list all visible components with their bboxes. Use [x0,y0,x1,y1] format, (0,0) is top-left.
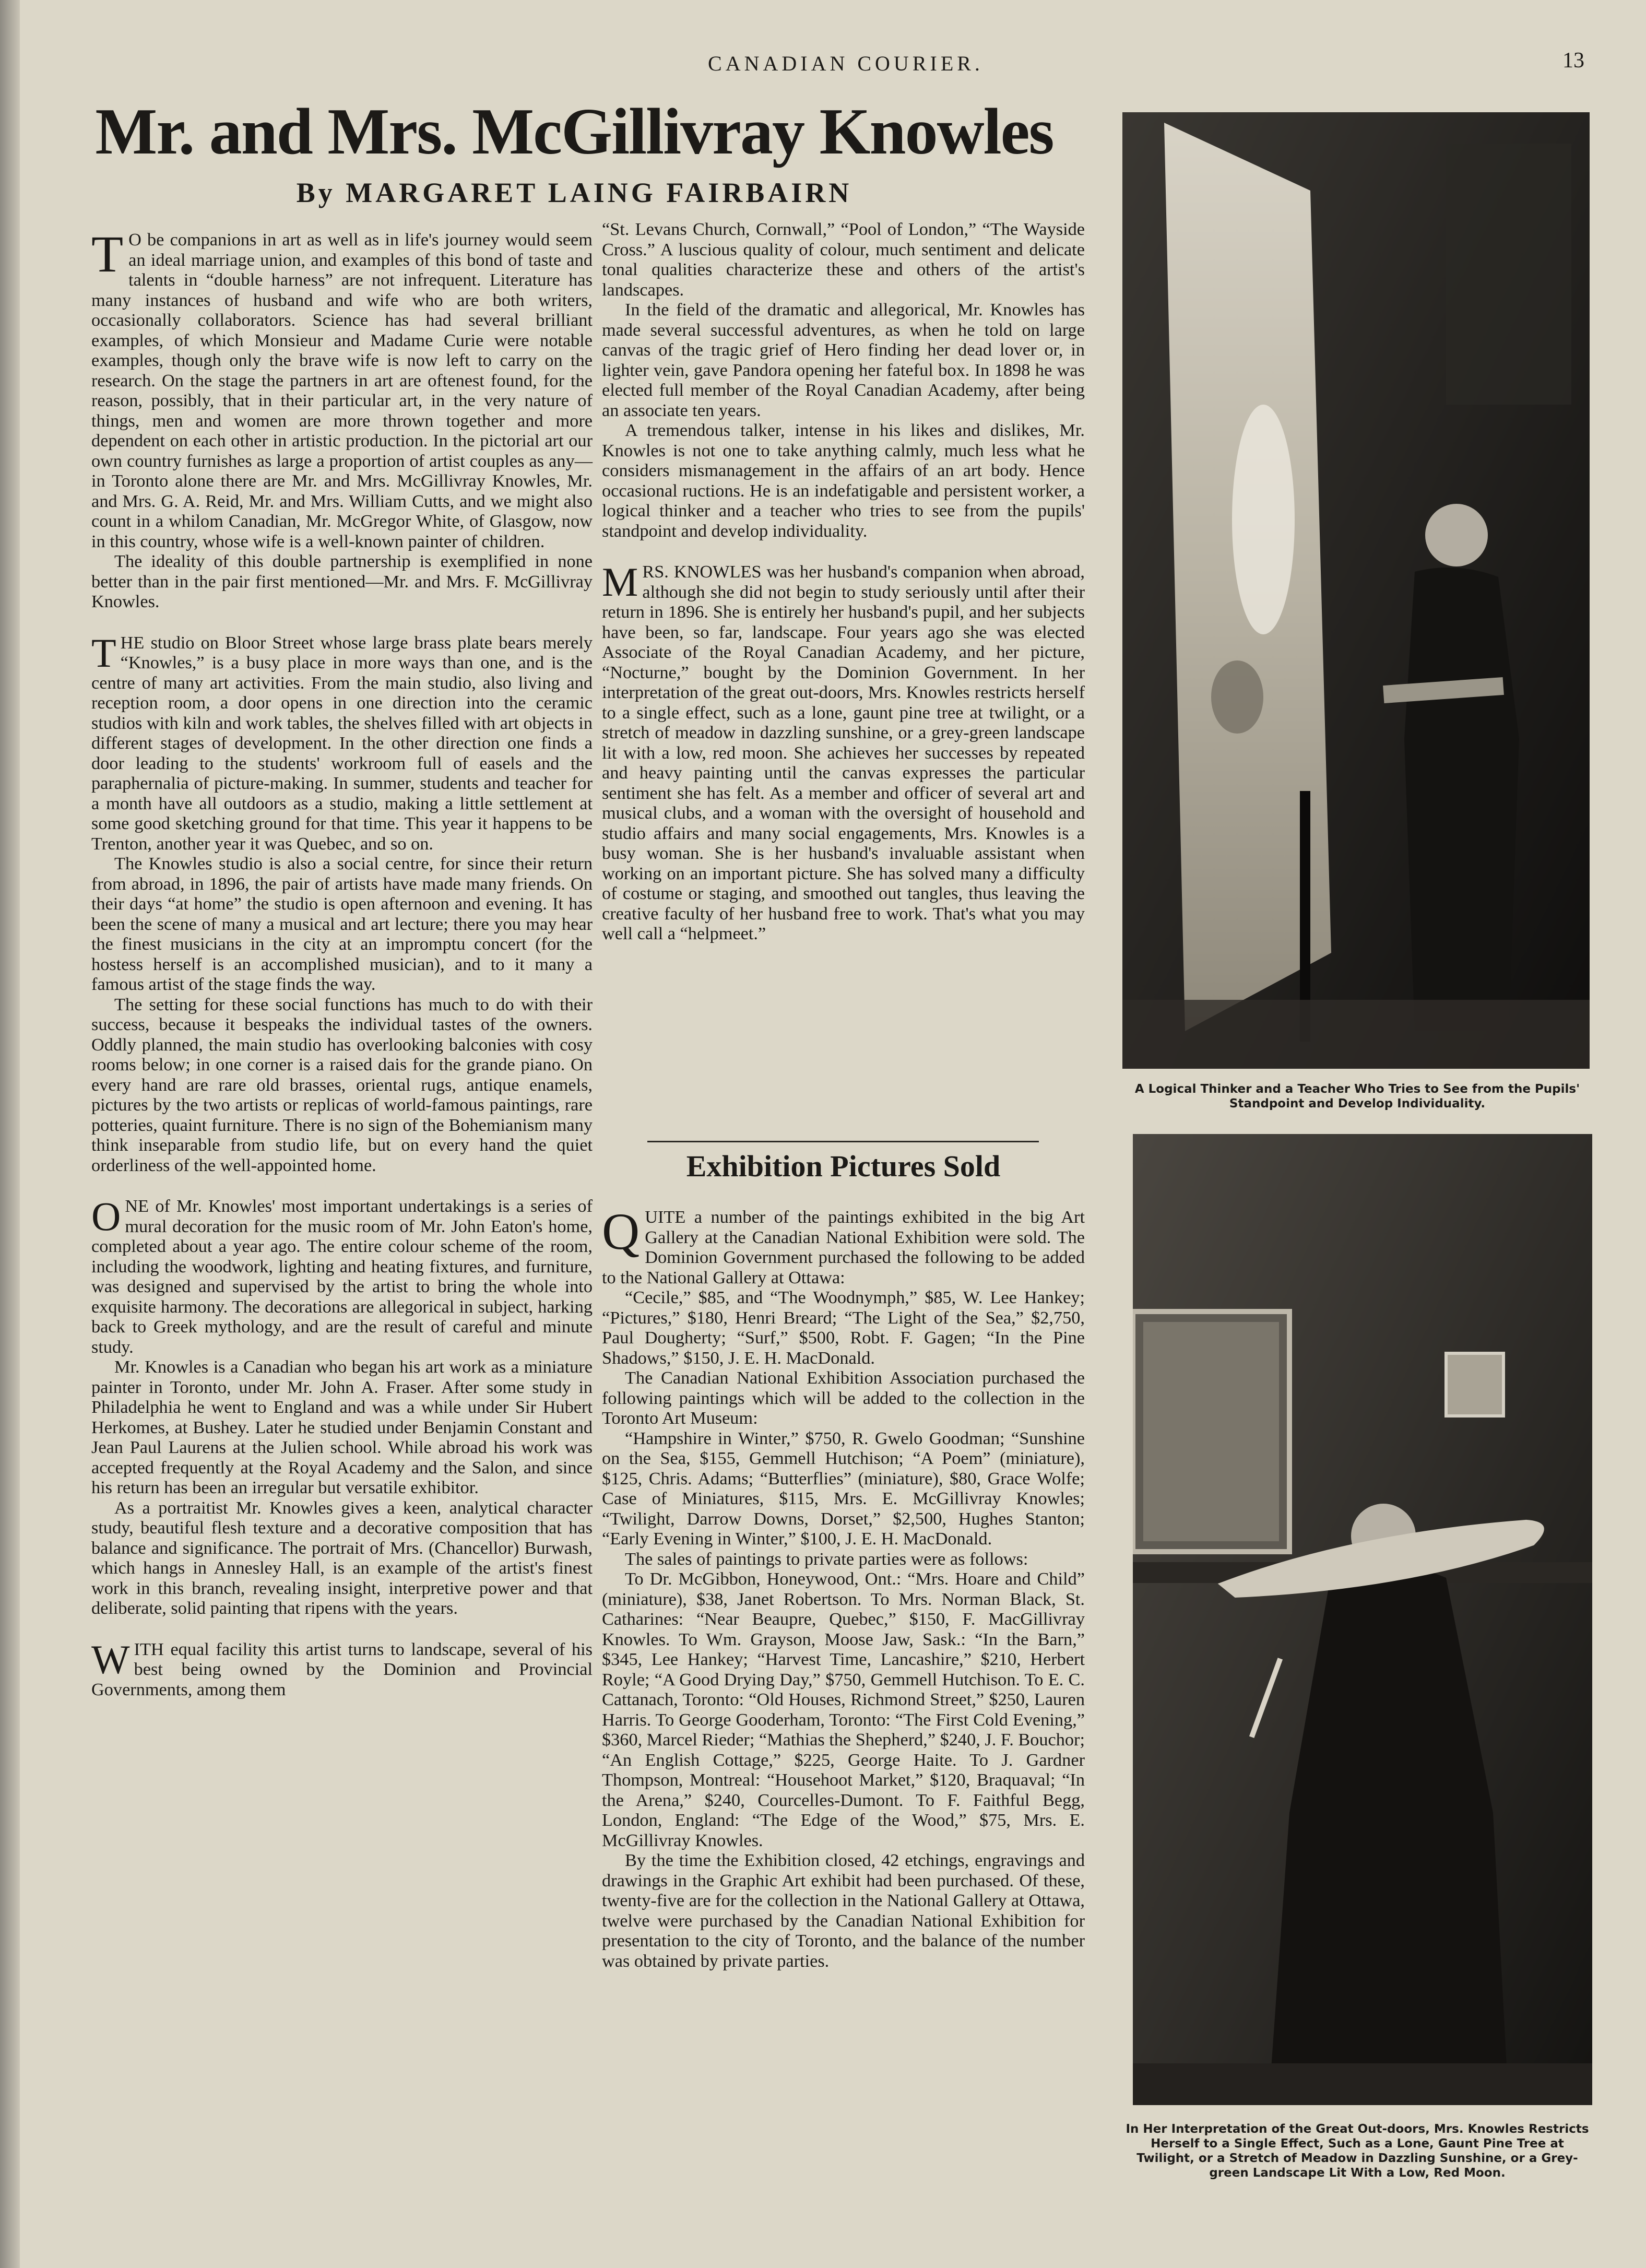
paragraph-text: NE of Mr. Knowles' most important undertakings is a series of mural decoration for the music room of Mr. John Eaton's home, completed about a year ago. The entire colour scheme of the room, including the woodwork, lighting and heating fixtures, and furniture, was designed and supervised by the artist to bring the whole into exquisite harmony. The decorations are allegorical in subject, harking back to Greek mythology, and are the result of careful and minute study. [91,1196,593,1357]
drop-cap: W [91,1636,130,1682]
paragraph [91,995,593,1176]
paragraph [91,1636,593,1700]
paragraph-text: A tremendous talker, intense in his likes and dislikes, Mr. Knowles is not one to take anything calmly, much less what he considers mismanagement in the affairs of an art body. Hence occasional ructions. He is an indefatigable and persistent worker, a logical thinker and a teacher who tries to see from the pupils' standpoint and develop individuality. [602,420,1085,541]
paragraph-text: As a portraitist Mr. Knowles gives a keen, analytical character study, beautiful flesh texture and a decorative composition that has balance and significance. The portrait of Mrs. (Chancellor) Burwash, which hangs in Annesley Hall, is an example of the artist's finest work in this branch, revealing insight, interpretive power and that deliberate, solid painting that ripens with the years. [91,1497,593,1618]
photo-mrs-knowles [1133,1134,1592,2105]
paragraph-text: The Canadian National Exhibition Association purchased the following paintings which will be added to the collection in the Toronto Art Museum: [602,1368,1085,1428]
paragraph-text: HE studio on Bloor Street whose large brass plate bears merely “Knowles,” is a busy place in more ways than one, and is the centre of many art activities. From the main studio, also living and reception room, a door opens in one direction into the ceramic studios with kiln and work tables, the shelves filled with art objects in different stages of development. In the other direction one finds a door leading to the students' workroom full of easels and the paraphernalia of picture-making. In summer, students and teacher for a month have all outdoors as a studio, making a little settlement at some good sketching ground for that time. This year it happens to be Trenton, another year it was Quebec, and so on. [91,632,593,854]
article-column-2 [602,219,1085,944]
paragraph [91,551,593,612]
running-header: CANADIAN COURIER. [708,52,984,75]
paragraph [602,1569,1085,1850]
paragraph-text: The sales of paintings to private parties were as follows: [625,1549,1028,1569]
paragraph [602,219,1085,300]
paragraph [602,1368,1085,1428]
paragraph-text: ITH equal facility this artist turns to landscape, several of his best being owned by the Dominion and Provincial Governments, among them [91,1639,593,1699]
page-gutter [0,0,20,2268]
paragraph-text: UITE a number of the paintings exhibited in the big Art Gallery at the Canadian National Exhibition were sold. The Dominion Government purchased the following to be added to the National Gallery at Ottawa: [602,1207,1085,1287]
paragraph [602,559,1085,944]
photo-mr-knowles [1122,112,1590,1069]
paragraph-text: RS. KNOWLES was her husband's companion when abroad, although she did not begin to study seriously until after their return in 1896. She is entirely her husband's pupil, and her subjects have been, so far, landscape. Four years ago she was elected Associate of the Royal Canadian Academy, and her picture, “Nocturne,” bought by the Dominion Government. In her interpretation of the great out-doors, Mrs. Knowles restricts herself to a single effect, such as a lone, gaunt pine tree at twilight, or a stretch of meadow in dazzling sunshine, or a grey-green landscape lit with a low, red moon. She achieves her successes by repeated and heavy painting until the canvas expresses the particular sentiment she has felt. As a member and officer of several art and musical clubs, and a woman with the oversight of household and studio affairs and many social engagements, Mrs. Knowles is a busy woman. She is her husband's invaluable assistant when working on an important picture. She has solved many a difficulty of costume or staging, and smoothed out tangles, thus leaving the creative faculty of her husband free to work. That's what you may well call a “helpmeet.” [602,562,1085,943]
article-byline: By MARGARET LAING FAIRBAIRN [296,177,852,208]
paragraph [91,854,593,995]
paragraph-text: The ideality of this double partnership is exemplified in none better than in the pair first mentioned—Mr. and Mrs. F. McGillivray Knowles. [91,551,593,611]
article-title: Mr. and Mrs. McGillivray Knowles [95,96,1053,168]
drop-cap: O [91,1194,121,1239]
paragraph-text: O be companions in art as well as in life's journey would seem an ideal marriage union, and examples of this bond of taste and talents in “double harness” are not infrequent. Literature has many instances of husband and wife who are both writers, occasionally collaborators. Science has had several brilliant examples, of which Monsieur and Madame Curie were notable examples, though only the brave wife is now left to carry on the research. On the stage the partners in art are oftenest found, for the reason, possibly, that in their particular art, in the very nature of things, men and women are more thrown together and more dependent on each other in artistic production. In the pictorial art our own country furnishes as large a proportion of artist couples as any—in Toronto alone there are Mr. and Mrs. McGillivray Knowles, Mr. and Mrs. G. A. Reid, Mr. and Mrs. William Cutts, and we might also count in a whilom Canadian, Mr. McGregor White, of Glasgow, now in this country, whose wife is a well-known painter of children. [91,230,593,551]
paragraph-text: In the field of the dramatic and allegorical, Mr. Knowles has made several successful adventures, as when he told on large canvas of the tragic grief of Hero finding her dead lover or, in lighter vein, gave Pandora opening her fateful box. In 1898 he was elected full member of the Royal Canadian Academy, after being an associate ten years. [602,300,1085,420]
drop-cap: T [91,225,124,283]
paragraph-text: “Hampshire in Winter,” $750, R. Gwelo Goodman; “Sunshine on the Sea, $155, Gemmell Hutchison; “A Poem” (miniature), $125, Chris. Adams; “Butterflies” (miniature), $80, Grace Wolfe; Case of Miniatures, $115, Mrs. E. McGillivray Knowles; “Twilight, Darrow Downs, Dorset,” $2,500, Hughes Stanton; “Early Evening in Winter,” $100, J. E. H. MacDonald. [602,1428,1085,1549]
drop-cap: Q [602,1202,640,1260]
article-column-1 [91,225,593,1699]
paragraph [602,1850,1085,1971]
drop-cap: T [91,630,116,676]
paragraph-text: The setting for these social functions has much to do with their success, because it bespeaks the individual tastes of the owners. Oddly planned, the main studio has overlooking balconies with cosy rooms below; in one corner is a raised dais for the grande piano. On every hand are rare old brasses, oriental rugs, antique enamels, pictures by the two artists or replicas of world-famous paintings, rare potteries, quaint furniture. There is no sign of the Bohemianism many think inseparable from studio life, but on every hand the quiet orderliness of the well-appointed home. [91,994,593,1175]
paragraph [602,1549,1085,1569]
paragraph [602,1287,1085,1368]
paragraph [602,420,1085,541]
paragraph-text: The Knowles studio is also a social centre, for since their return from abroad, in 1896, the pair of artists have made many friends. On their days “at home” the studio is open afternoon and evening. It has been the scene of many a musical and art lecture; there you may hear the finest musicians in the city at an impromptu concert (for the hostess herself is an accomplished musician), and to it many a famous artist of the stage finds the way. [91,854,593,994]
paragraph [91,225,593,551]
drop-cap: M [602,559,638,605]
photo-caption-top: A Logical Thinker and a Teacher Who Tries to See from the Pupils' Standpoint and Develop Individuality. [1134,1082,1580,1111]
section-rule [647,1141,1039,1142]
sidebar-title: Exhibition Pictures Sold [686,1149,1001,1183]
paragraph [91,1196,593,1357]
photo-caption-bottom: In Her Interpretation of the Great Out-doors, Mrs. Knowles Restricts Herself to a Single Effect, Such as a Lone, Gaunt Pine Tree at Twilight, or a Stretch of Meadow in Dazzling Sunshine, or a Grey-green Landscape Lit With a Low, Red Moon. [1126,2122,1589,2180]
paragraph [602,1202,1085,1287]
sidebar-column [602,1202,1085,1971]
photo-mr-knowles-image [1122,112,1590,1069]
paragraph-text: Mr. Knowles is a Canadian who began his art work as a miniature painter in Toronto, under Mr. John A. Fraser. After some study in Philadelphia he went to England and was a while under Sir Hubert Herkomes, at Bushey. Later he studied under Benjamin Constant and Jean Paul Laurens at the Julien school. While abroad his work was accepted frequently at the Royal Academy and the Salon, and since his return has been an irregular but versatile exhibitor. [91,1357,593,1497]
paragraph-text: “St. Levans Church, Cornwall,” “Pool of London,” “The Wayside Cross.” A luscious quality of colour, much sentiment and delicate tonal qualities characterize these and others of the artist's landscapes. [602,219,1085,300]
page-number: 13 [1562,49,1584,73]
photo-mrs-knowles-image [1133,1134,1592,2105]
paragraph-text: By the time the Exhibition closed, 42 etchings, engravings and drawings in the Graphic Art exhibit had been purchased. Of these, twenty-five are for the collection in the National Gallery at Ottawa, twelve were purchased by the Canadian National Exhibition for presentation to the city of Toronto, and the balance of the number was obtained by private parties. [602,1850,1085,1971]
paragraph-text: “Cecile,” $85, and “The Woodnymph,” $85, W. Lee Hankey; “Pictures,” $180, Henri Breard; “The Light of the Sea,” $2,750, Paul Dougherty; “Surf,” $500, Robt. F. Gagen; “In the Pine Shadows,” $150, J. E. H. MacDonald. [602,1287,1085,1368]
paragraph [91,630,593,854]
paragraph [91,1498,593,1619]
paragraph [91,1357,593,1498]
paragraph [602,1428,1085,1549]
paragraph-text: To Dr. McGibbon, Honeywood, Ont.: “Mrs. Hoare and Child” (miniature), $38, Janet Robertson. To Mrs. Norman Black, St. Catharines: “Near Beaupre, Quebec,” $150, F. MacGillivray Knowles. To Wm. Grayson, Moose Jaw, Sask.: “In the Barn,” $345, Lee Hankey; “Harvest Time, Lancashire,” $210, Herbert Royle; “A Good Drying Day,” $750, Gemmell Hutchison. To E. C. Cattanach, Toronto: “Old Houses, Richmond Street,” $250, Lauren Harris. To George Gooderham, Toronto: “The First Cold Evening,” $360, Marcel Rieder; “Mathias the Shepherd,” $240, J. F. Bouchor; “An English Cottage,” $225, George Haite. To J. Gardner Thompson, Montreal: “Househoot Market,” $120, Braquaval; “In the Arena,” $240, Courcelles-Dumont. To F. Faithful Begg, London, England: “The Edge of the Wood,” $75, Mrs. E. McGillivray Knowles. [602,1569,1085,1850]
paragraph [602,300,1085,420]
